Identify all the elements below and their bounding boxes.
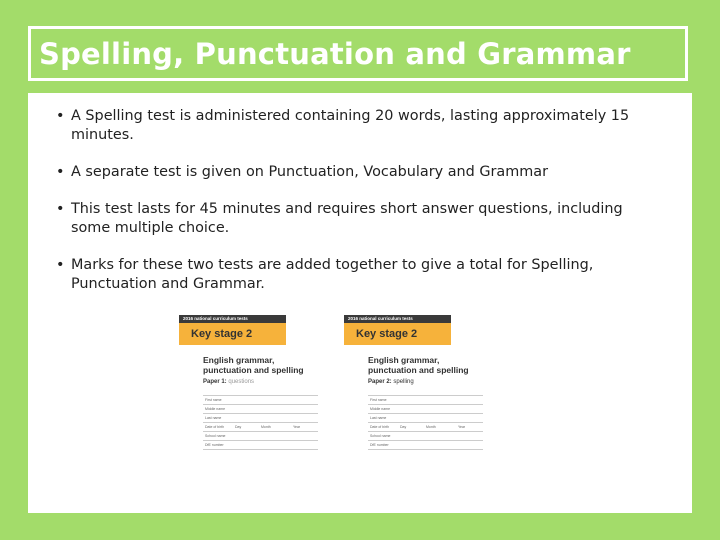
bullet-icon: •: [56, 108, 65, 124]
dob-day: Day: [235, 425, 242, 429]
key-stage-band: Key stage 2: [344, 323, 451, 345]
form-row: School name: [203, 432, 318, 441]
form-row: School name: [368, 432, 483, 441]
dob-year: Year: [458, 425, 466, 429]
subject-line: English grammar,: [203, 355, 275, 365]
form-row: [368, 423, 483, 432]
bullet-item: [56, 107, 656, 145]
bullet-item: [56, 200, 656, 238]
bullet-text: This test lasts for 45 minutes and requires short answer questions, including some multiple choice.: [71, 201, 623, 236]
bullet-item: [56, 256, 656, 294]
dob-month: Month: [426, 425, 436, 429]
dob-month: Month: [261, 425, 271, 429]
form-row: First name: [368, 396, 483, 405]
form-row: Middle name: [203, 405, 318, 414]
title-box: [28, 26, 688, 81]
key-stage-band: Key stage 2: [179, 323, 286, 345]
test-paper-cover-2: [344, 315, 486, 450]
paper-label: Paper 2:: [368, 379, 392, 385]
form-row: DfE number: [368, 441, 483, 450]
bullet-icon: •: [56, 257, 65, 273]
form-row: Middle name: [368, 405, 483, 414]
subject-line: punctuation and spelling: [368, 365, 469, 375]
form-row: Last name: [368, 414, 483, 423]
paper-header: 2016 national curriculum tests: [344, 315, 451, 323]
page-title: Spelling, Punctuation and Grammar: [39, 37, 631, 71]
bullet-icon: •: [56, 201, 65, 217]
paper-subject: [203, 355, 321, 375]
subject-line: English grammar,: [368, 355, 440, 365]
form-row-label: Date of birth: [370, 425, 390, 429]
bullet-icon: •: [56, 164, 65, 180]
content-panel: [28, 93, 692, 513]
subject-line: punctuation and spelling: [203, 365, 304, 375]
test-paper-cover-1: [179, 315, 321, 450]
dob-year: Year: [293, 425, 301, 429]
paper-subject: [368, 355, 486, 375]
form-row-label: Date of birth: [205, 425, 225, 429]
bullet-text: A Spelling test is administered containing 20 words, lasting approximately 15 minutes.: [71, 108, 630, 143]
bullet-item: [56, 163, 656, 182]
bullet-text: A separate test is given on Punctuation, Vocabulary and Grammar: [71, 164, 549, 180]
paper-number: [368, 379, 486, 385]
form-row: DfE number: [203, 441, 318, 450]
paper-name: spelling: [393, 379, 414, 385]
paper-number: [203, 379, 321, 385]
pupil-details-form: [368, 395, 483, 450]
paper-header: 2016 national curriculum tests: [179, 315, 286, 323]
bullet-list: [56, 107, 656, 312]
form-row: First name: [203, 396, 318, 405]
bullet-text: Marks for these two tests are added together to give a total for Spelling, Punctuation and Grammar.: [71, 257, 594, 292]
form-row: [203, 423, 318, 432]
paper-label: Paper 1:: [203, 379, 227, 385]
form-row: Last name: [203, 414, 318, 423]
pupil-details-form: [203, 395, 318, 450]
dob-day: Day: [400, 425, 407, 429]
paper-name: questions: [228, 379, 255, 385]
